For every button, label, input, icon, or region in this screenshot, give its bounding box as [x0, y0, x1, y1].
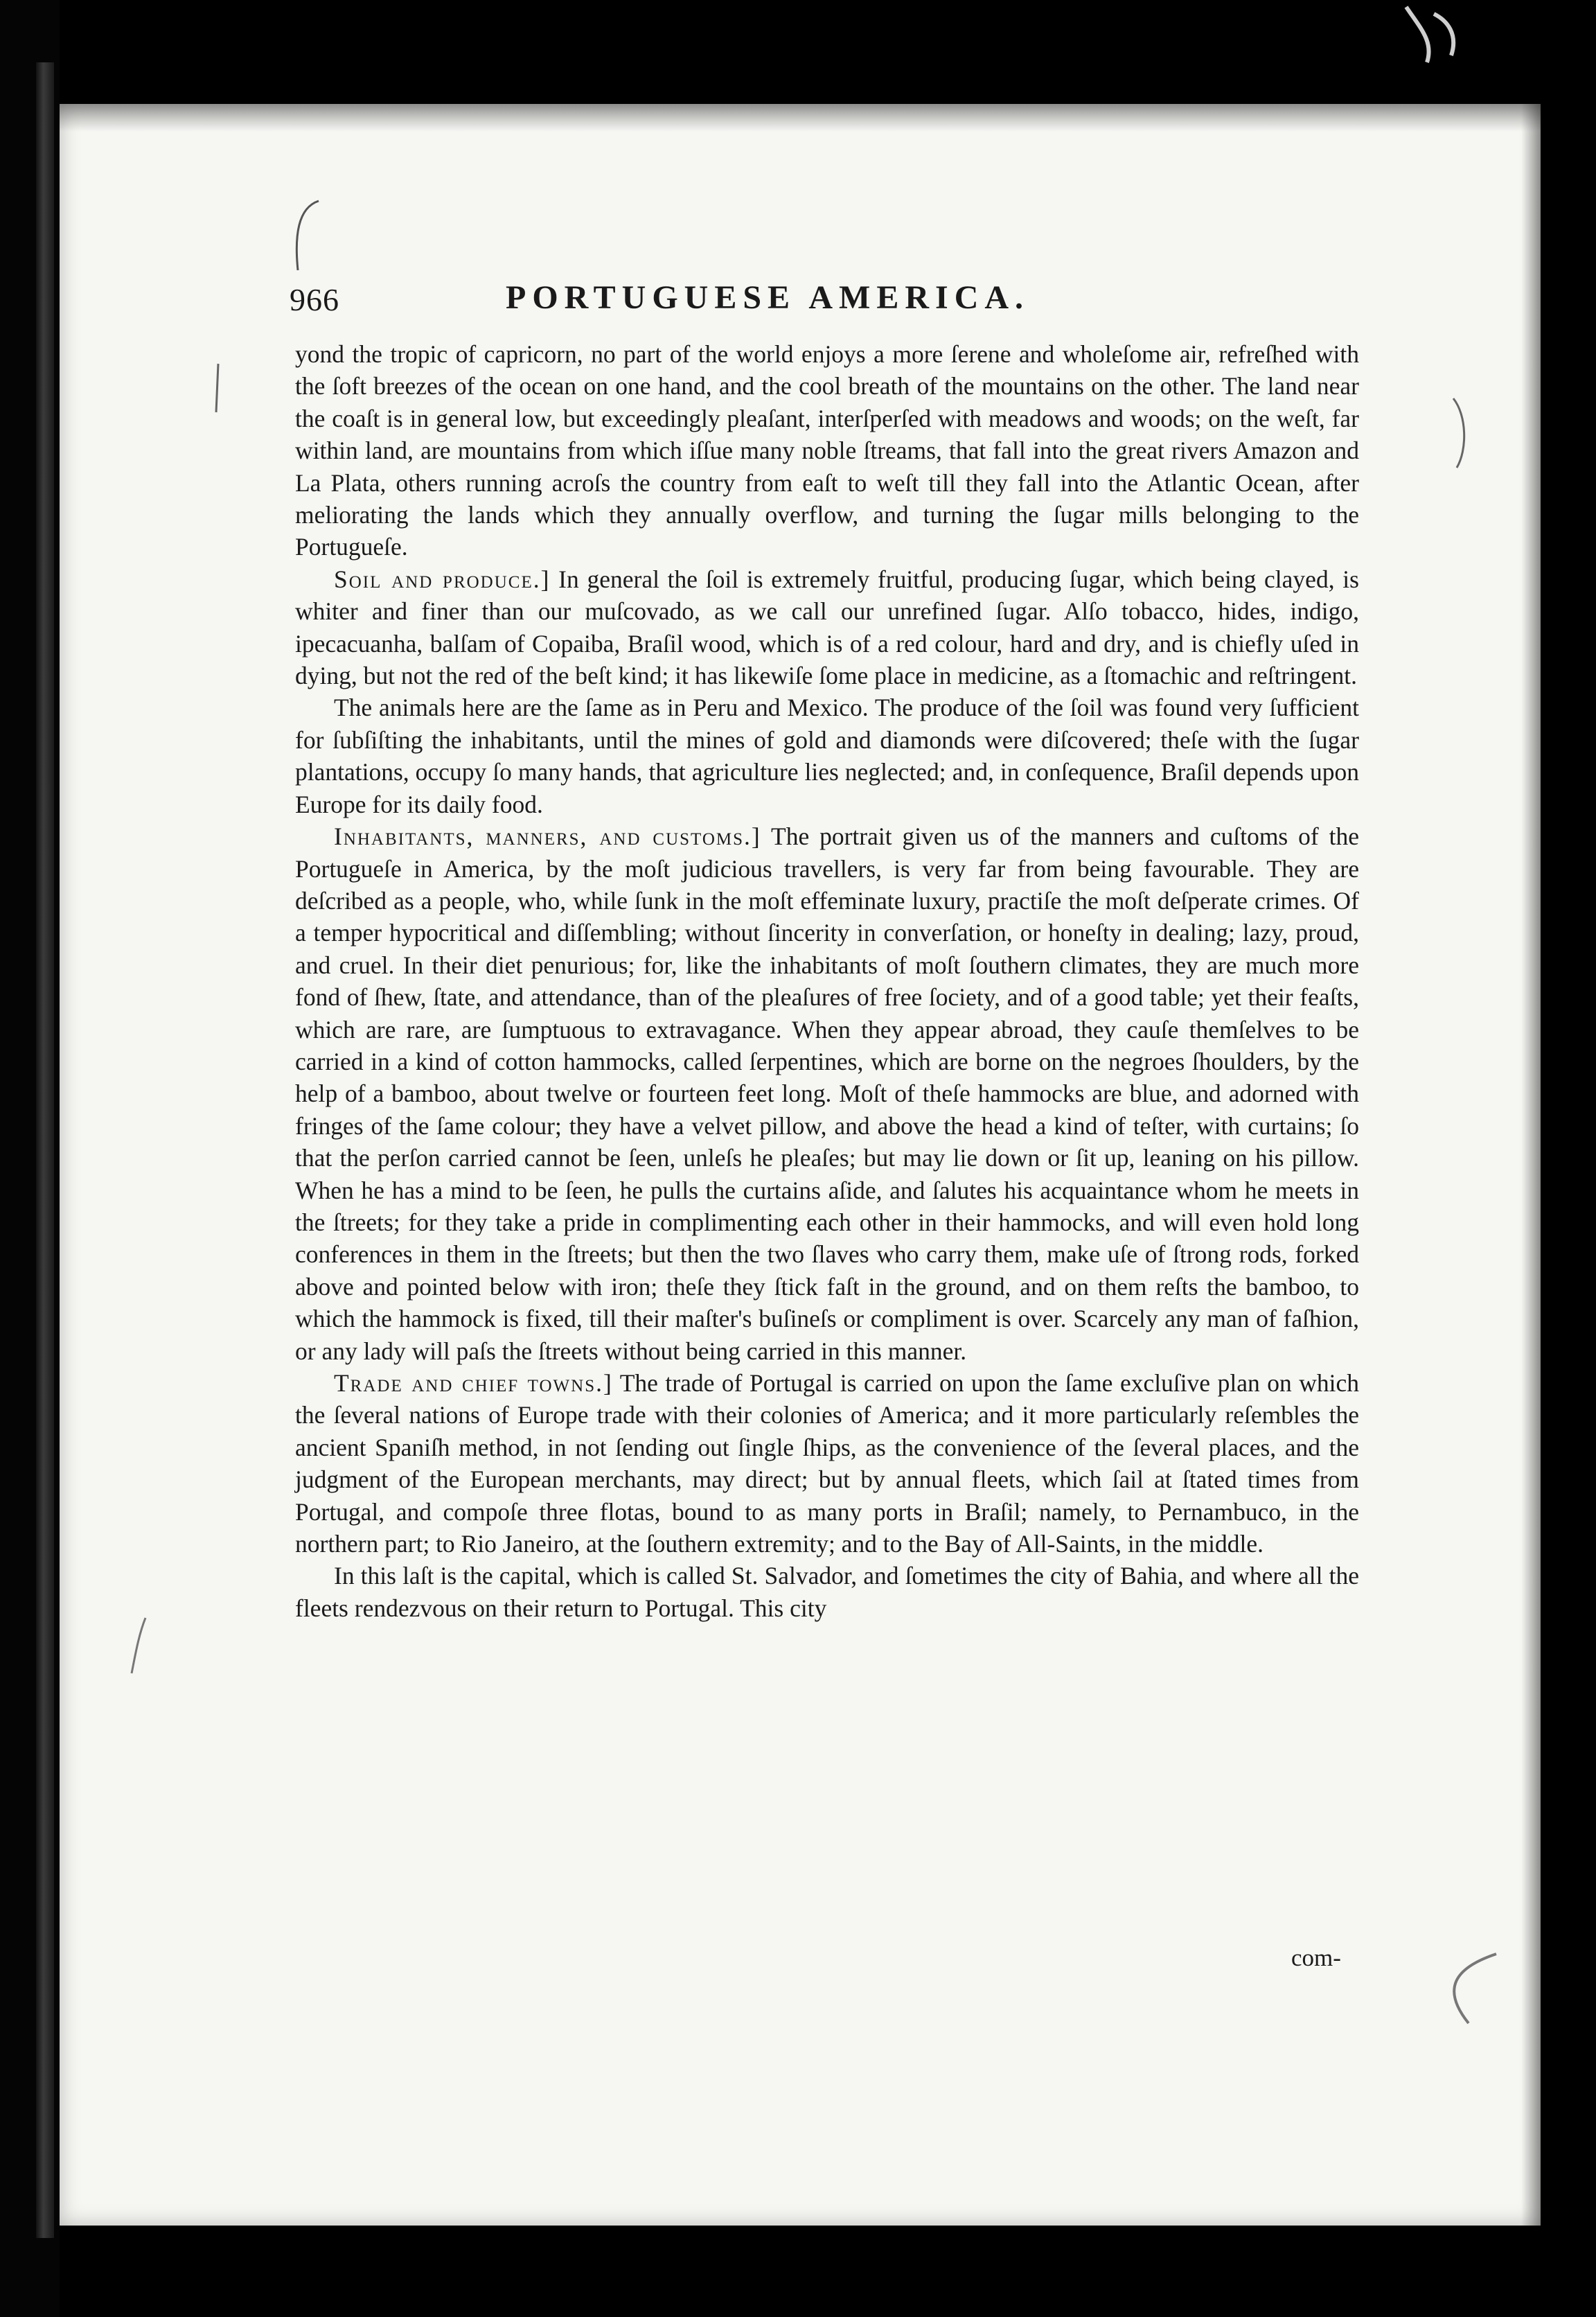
paragraph-inhabitants-text: The portrait given us of the manners and cuſtoms of the Portugueſe in America, by the moſt judicious travellers, is very far from being favourable. They are deſcribed as a people, who, while ſunk in the moſt effeminate luxury, practiſe the moſt deſperate crimes. Of a temper hypocritical and diſſembling; without ſincerity in converſation, or honeſty in dealing; lazy, proud, and cruel. In their diet penurious; for, like the inhabitants of moſt ſouthern climates, they are much more fond of ſhew, ſtate, and attendance, than of the pleaſures of free ſociety, and of a good table; yet their feaſts, which are rare, are ſumptuous to extravagance. When they appear abroad, they cauſe themſelves to be carried in a kind of cotton hammocks, called ſerpentines, which are borne on the negroes ſhoulders, by the help of a bamboo, about twelve or fourteen feet long. Moſt of theſe hammocks are blue, and adorned with fringes of the ſame colour; they have a velvet pillow, and above the head a kind of teſter, with curtains; ſo that the perſon carried cannot be ſeen, unleſs he pleaſes; but may lie down or ſit up, leaning on his pillow. When he has a mind to be ſeen, he pulls the curtains aſide, and ſalutes his acquaintance whom he meets in the ſtreets; for they take a pride in complimenting each other in their hammocks, and will even hold long conferences in them in the ſtreets; but then the two ſlaves who carry them, make uſe of ſtrong rods, forked above and pointed below with iron; theſe they ſtick faſt in the ground, and on them reſts the bamboo, to which the hammock is fixed, till their maſter's buſineſs or compliment is over. Scarcely any man of faſhion, or any lady will paſs the ſtreets without being carried in this manner.	[295, 822, 1359, 1365]
section-heading-soil: Soil and produce.]	[334, 565, 551, 593]
running-head: PORTUGUESE AMERICA.	[506, 279, 1030, 316]
scanner-frame-left	[0, 0, 60, 2317]
section-heading-trade: Trade and chief towns.]	[334, 1369, 613, 1397]
margin-bracket-left	[284, 194, 326, 277]
margin-stroke-left-2	[125, 1614, 152, 1677]
page-shadow-right	[1521, 104, 1541, 2226]
paragraph-capital: In this laſt is the capital, which is called St. Salvador, and ſometimes the city of Bahia, and where all the fleets rendezvous on their return to Portugal. This city	[295, 1562, 1359, 1622]
page-number: 966	[290, 282, 339, 317]
paragraph-animals: The animals here are the ſame as in Peru and Mexico. The produce of the ſoil was found very ſufficient for ſubſiſting the inhabitants, until the mines of gold and diamonds were diſcovered; theſe with the ſugar plantations, occupy ſo many hands, that agriculture lies neglected; and, in conſequence, Braſil depends upon Europe for its daily food.	[295, 694, 1359, 818]
body-text	[295, 338, 1359, 1624]
paragraph-climate: yond the tropic of capricorn, no part of the world enjoys a more ſerene and wholeſome air, refreſhed with the ſoft breezes of the ocean on one hand, and the cool breath of the mountains on the other. The land near the coaſt is in general low, but exceedingly pleaſant, interſperſed with meadows and woods; on the weſt, far within land, are mountains from which iſſue many noble ſtreams, that fall into the great rivers Amazon and La Plata, others running acroſs the country from eaſt to weſt till they fall into the Atlantic Ocean, after meliorating the lands which they annually overflow, and turning the ſugar mills belonging to the Portugueſe.	[295, 340, 1359, 561]
paragraph-soil	[295, 563, 1359, 692]
paragraph-trade	[295, 1367, 1359, 1560]
book-edge	[36, 62, 54, 2238]
section-heading-inhabitants: Inhabitants, manners, and customs.]	[334, 822, 761, 851]
page-shadow-top	[60, 104, 1541, 132]
paragraph-inhabitants	[295, 820, 1359, 1367]
ink-scribble	[1392, 0, 1475, 76]
margin-curve-right	[1427, 1947, 1503, 2030]
margin-bracket-right	[1446, 395, 1474, 471]
paragraph-trade-text: The trade of Portugal is carried on upon the ſame excluſive plan on which the ſeveral nations of Europe trade with their colonies of America; and it more particularly reſembles the ancient Spaniſh method, in not ſending out ſingle ſhips, as the convenience of the ſeveral places, and the judgment of the European merchants, may direct; but by annual fleets, which ſail at ſtated times from Portugal, and compoſe three flotas, bound to as many ports in Braſil; namely, to Pernambuco, in the northern part; to Rio Janeiro, at the ſouthern extremity; and to the Bay of All-Saints, in the middle.	[295, 1369, 1359, 1558]
margin-stroke-left	[208, 360, 229, 416]
catchword: com-	[1291, 1944, 1341, 1971]
paragraph-soil-text: In general the ſoil is extremely fruitful, producing ſugar, which being clayed, is whiter and finer than our muſcovado, as we call our unrefined ſugar. Alſo tobacco, hides, indigo, ipecacuanha, balſam of Copaiba, Braſil wood, which is of a red colour, hard and dry, and is chiefly uſed in dying, but not the red of the beſt kind; it has likewiſe ſome place in medicine, as a ſtomachic and reſtringent.	[295, 565, 1359, 690]
